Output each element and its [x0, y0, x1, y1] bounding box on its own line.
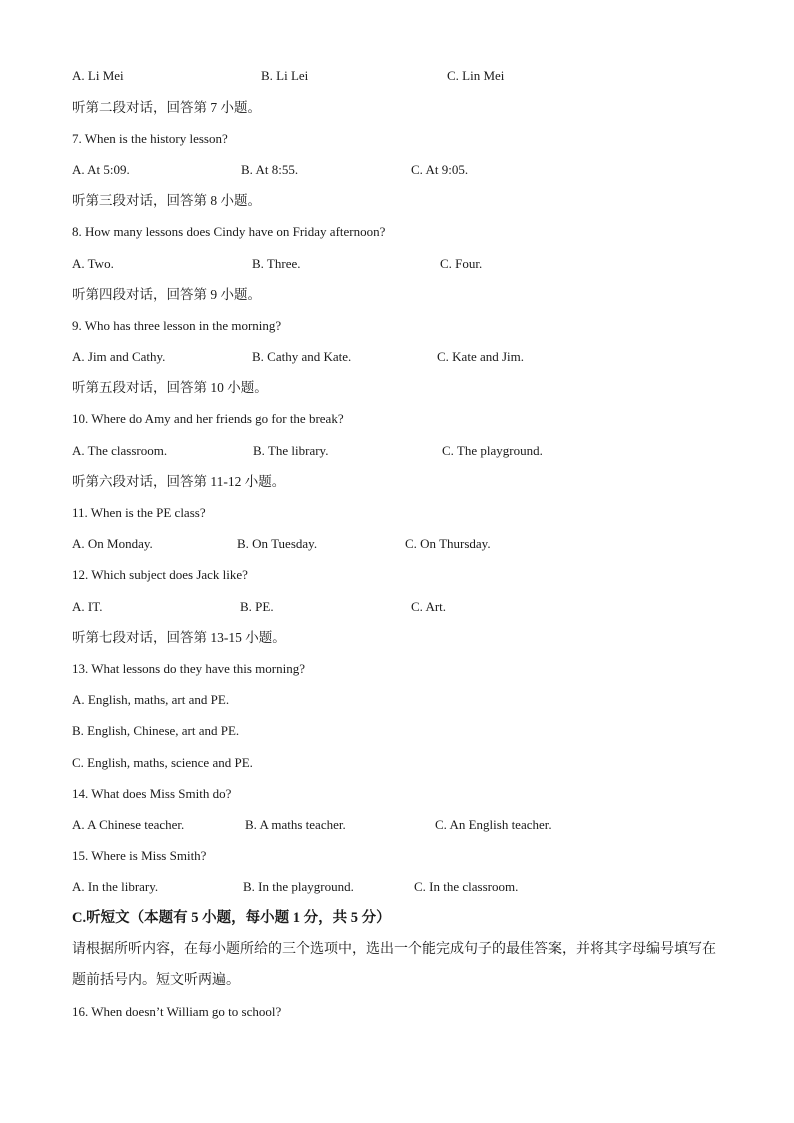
question-16: 16. When doesn’t William go to school? [72, 1004, 282, 1019]
option-c: C. The playground. [442, 443, 543, 458]
question-text: B. English, Chinese, art and PE. [72, 723, 240, 738]
option-a: A. In the library. [72, 879, 159, 894]
section-c-instruction: 请根据所听内容，在每小题所给的三个选项中，选出一个能完成句子的最佳答案，并将其字母编号填写在题前括号内。短文听两遍。 [72, 942, 716, 988]
question-text: 11. When is the PE class? [72, 505, 206, 520]
option-a: A. Li Mei [72, 68, 124, 83]
option-a: A. The classroom. [72, 443, 168, 458]
option-a: A. IT. [72, 599, 103, 614]
listening-instruction: 听第四段对话，回答第 9 小题。 [72, 287, 261, 302]
option-a: A. At 5:09. [72, 162, 130, 177]
option-b: B. Cathy and Kate. [252, 349, 352, 364]
option-c: C. An English teacher. [435, 817, 552, 832]
option-c: C. On Thursday. [405, 536, 491, 551]
option-b: B. PE. [240, 599, 274, 614]
option-b: B. At 8:55. [241, 162, 299, 177]
listening-instruction: 听第五段对话，回答第 10 小题。 [72, 380, 268, 395]
option-b: B. In the playground. [243, 879, 354, 894]
option-c: C. Four. [440, 256, 483, 271]
question-text: 14. What does Miss Smith do? [72, 786, 232, 801]
option-a: A. A Chinese teacher. [72, 817, 185, 832]
option-c: C. In the classroom. [414, 879, 519, 894]
option-b: B. Three. [252, 256, 301, 271]
question-text: 10. Where do Amy and her friends go for the break? [72, 411, 344, 426]
option-c: C. Lin Mei [447, 68, 505, 83]
option-a: A. On Monday. [72, 536, 153, 551]
option-b: B. A maths teacher. [245, 817, 346, 832]
option-b: B. The library. [253, 443, 329, 458]
question-text: 12. Which subject does Jack like? [72, 567, 248, 582]
question-text: 15. Where is Miss Smith? [72, 848, 207, 863]
section-c-heading: C.听短文（本题有 5 小题，每小题 1 分，共 5 分） [72, 910, 391, 926]
question-text: 9. Who has three lesson in the morning? [72, 318, 282, 333]
listening-instruction: 听第六段对话，回答第 11-12 小题。 [72, 474, 286, 489]
option-c: C. Art. [411, 599, 447, 614]
listening-instruction: 听第二段对话，回答第 7 小题。 [72, 100, 261, 115]
option-a: A. Jim and Cathy. [72, 349, 166, 364]
option-b: B. On Tuesday. [237, 536, 318, 551]
option-c: C. At 9:05. [411, 162, 469, 177]
question-text: 7. When is the history lesson? [72, 131, 228, 146]
option-b: B. Li Lei [261, 68, 309, 83]
listening-instruction: 听第七段对话，回答第 13-15 小题。 [72, 630, 286, 645]
option-c: C. Kate and Jim. [437, 349, 525, 364]
question-text: C. English, maths, science and PE. [72, 755, 253, 770]
question-text: A. English, maths, art and PE. [72, 692, 230, 707]
listening-instruction: 听第三段对话，回答第 8 小题。 [72, 193, 261, 208]
question-text: 13. What lessons do they have this morning? [72, 661, 306, 676]
question-text: 8. How many lessons does Cindy have on Friday afternoon? [72, 224, 386, 239]
option-a: A. Two. [72, 256, 114, 271]
